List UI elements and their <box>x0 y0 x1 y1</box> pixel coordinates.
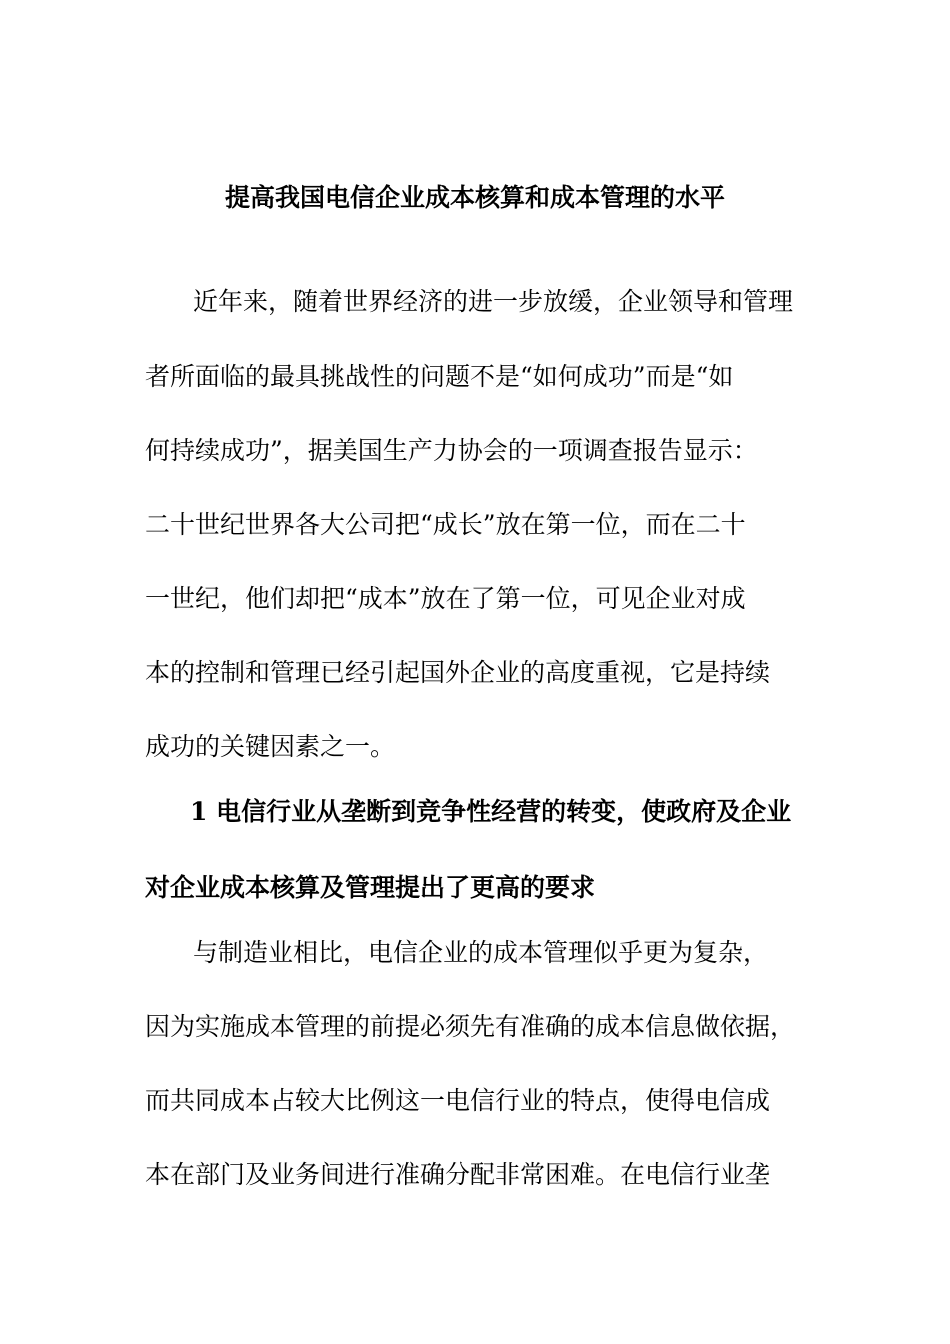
paragraph-1-line-6: 本的控制和管理已经引起国外企业的高度重视，它是持续 <box>145 658 771 687</box>
paragraph-1-line-7: 成功的关键因素之一。 <box>145 732 396 761</box>
section-heading-line-1: 1 电信行业从垄断到竞争性经营的转变，使政府及企业 <box>190 797 792 826</box>
section-heading-line-2: 对企业成本核算及管理提出了更高的要求 <box>145 873 596 902</box>
paragraph-1-line-5: 一世纪，他们却把“成本”放在了第一位，可见企业对成 <box>145 584 746 613</box>
paragraph-2-line-1: 与制造业相比，电信企业的成本管理似乎更为复杂， <box>193 938 769 967</box>
paragraph-1-line-1: 近年来，随着世界经济的进一步放缓，企业领导和管理 <box>193 287 794 316</box>
document-title: 提高我国电信企业成本核算和成本管理的水平 <box>224 183 725 212</box>
paragraph-2-line-2: 因为实施成本管理的前提必须先有准确的成本信息做依据， <box>145 1012 796 1041</box>
paragraph-1-line-4: 二十世纪世界各大公司把“成长”放在第一位，而在二十 <box>145 510 746 539</box>
paragraph-1-line-2: 者所面临的最具挑战性的问题不是“如何成功”而是“如 <box>145 362 734 391</box>
paragraph-2-line-3: 而共同成本占较大比例这一电信行业的特点，使得电信成 <box>145 1086 771 1115</box>
paragraph-2-line-4: 本在部门及业务间进行准确分配非常困难。在电信行业垄 <box>145 1160 771 1189</box>
paragraph-1-line-3: 何持续成功”，据美国生产力协会的一项调查报告显示： <box>145 436 758 465</box>
